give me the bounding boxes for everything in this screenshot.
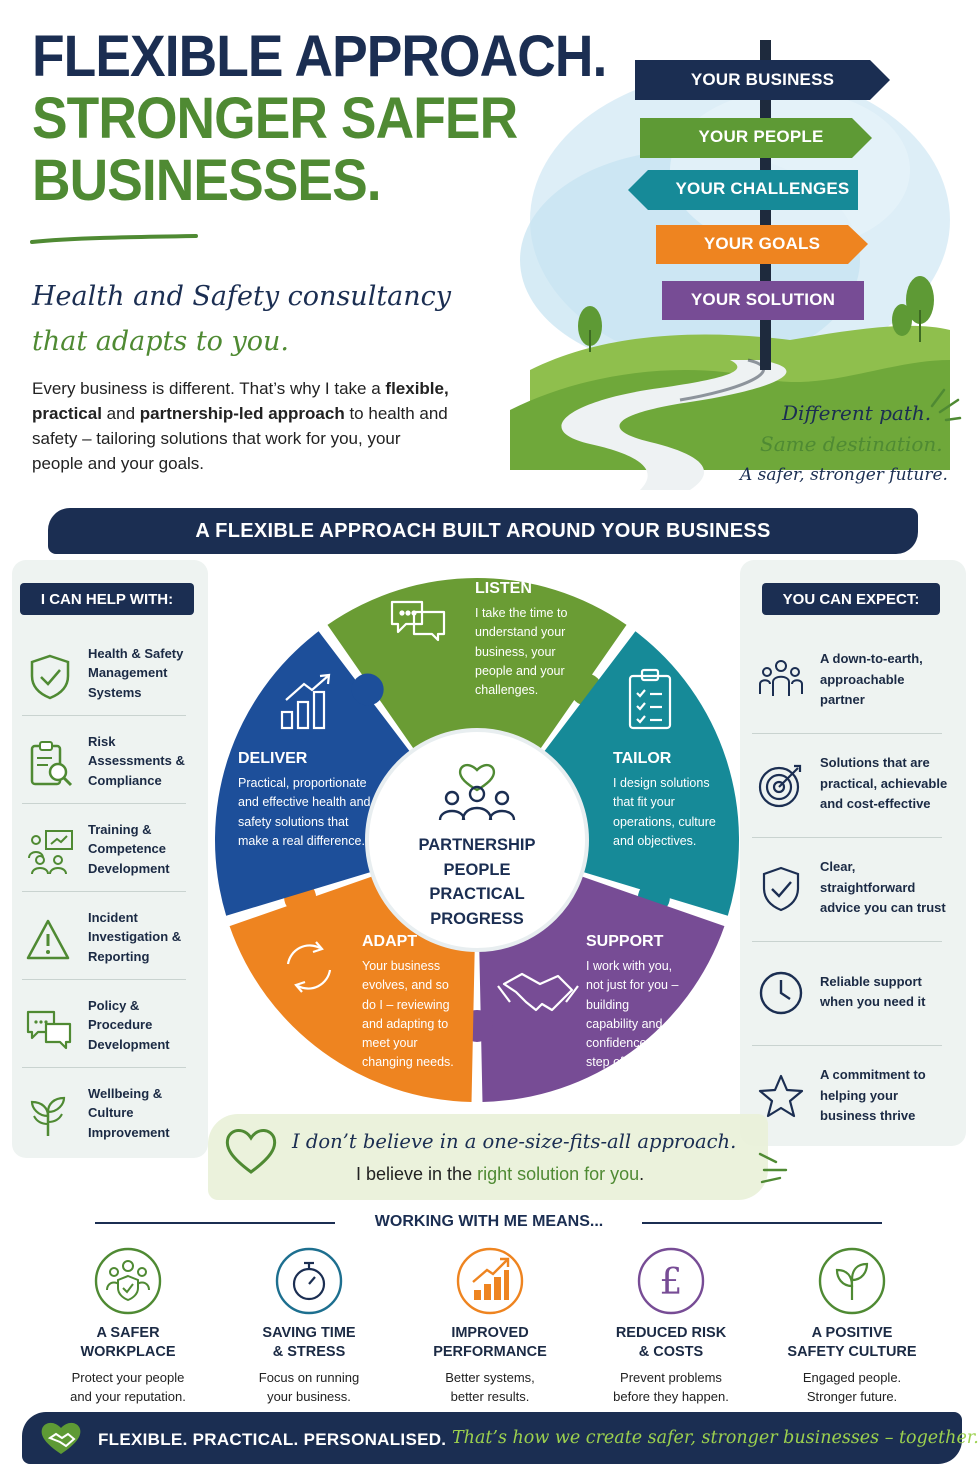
center-line-4: PROGRESS — [430, 909, 524, 928]
help-item-training — [22, 806, 186, 892]
help-heading: I CAN HELP WITH: — [20, 583, 194, 615]
benefit-safer-workplace — [38, 1324, 218, 1406]
belief-line-1: I don’t believe in a one-size-fits-all approach. — [292, 1130, 737, 1153]
sign-your-challenges: YOUR CHALLENGES — [675, 179, 850, 198]
benefit-desc: Stronger future. — [806, 1389, 898, 1404]
segment-deliver-text: Practical, proportionate and effective health and safety solutions that make a real difference. — [238, 776, 371, 848]
clock-icon — [756, 968, 806, 1018]
divider-right — [642, 1222, 882, 1224]
intro-text-1: Every business is different. That’s why I take a — [32, 379, 386, 398]
benefit-desc: Prevent problems — [620, 1370, 722, 1385]
tagline-line-2: that adapts to you. — [32, 326, 289, 357]
expect-item-label: Reliable support when you need it — [820, 973, 926, 1009]
intro-bold-1: flexible, practical — [32, 379, 449, 423]
footer-script: That’s how we create safer, stronger businesses – together. — [452, 1428, 979, 1448]
help-item-incident — [22, 894, 186, 980]
benefit-desc: better results. — [450, 1389, 530, 1404]
warning-triangle-icon — [24, 916, 76, 964]
sign-your-solution: YOUR SOLUTION — [690, 290, 836, 309]
belief-highlight: right solution for you — [477, 1164, 640, 1184]
help-item-label: Incident Investigation & Reporting — [88, 909, 182, 964]
rising-bars-icon — [455, 1246, 525, 1316]
expect-item-commitment — [752, 1046, 942, 1150]
center-line-2: PEOPLE — [443, 860, 511, 879]
benefit-title: IMPROVED — [451, 1325, 529, 1341]
benefit-title: A POSITIVE — [811, 1325, 893, 1341]
intro-bold-2: partnership-led approach — [139, 404, 345, 423]
accent-strokes — [924, 384, 964, 424]
help-item-label: Risk Assessments & Compliance — [88, 733, 185, 788]
heart-handshake-icon — [38, 1418, 84, 1458]
target-icon — [756, 760, 806, 810]
help-item-label: Wellbeing & Culture Improvement — [88, 1085, 170, 1140]
expect-item-label: A down-to-earth, approachable partner — [820, 651, 923, 708]
expect-item-label: A commitment to helping your business thrive — [820, 1067, 926, 1124]
segment-listen-title: LISTEN — [475, 580, 532, 597]
sign-your-goals: YOUR GOALS — [703, 234, 821, 253]
wheel-center-text — [397, 833, 557, 931]
training-icon — [24, 828, 76, 876]
clipboard-search-icon — [24, 740, 76, 788]
belief-period: . — [639, 1164, 645, 1184]
intro-text-2: and — [101, 404, 140, 423]
shield-check-icon — [756, 864, 806, 914]
help-item-policy — [22, 982, 186, 1068]
wheel-knob-deliver — [352, 674, 384, 706]
help-item-risk-assessments — [22, 718, 186, 804]
intro-paragraph — [32, 376, 452, 476]
benefit-desc: Engaged people. — [802, 1370, 902, 1385]
pound-icon — [636, 1246, 706, 1316]
belief-banner — [208, 1114, 768, 1200]
expect-item-partner — [752, 630, 942, 734]
title-underline — [30, 232, 200, 248]
help-item-label: Training & Competence Development — [88, 821, 170, 876]
expect-item-advice — [752, 838, 946, 942]
title-line-3: BUSINESSES. — [32, 148, 381, 213]
footer-label: FLEXIBLE. PRACTICAL. PERSONALISED. — [98, 1430, 447, 1449]
accent-strokes — [754, 1150, 798, 1186]
leaf-icon — [817, 1246, 887, 1316]
quote-line-2: Same destination. — [760, 432, 943, 456]
benefit-improved-performance — [400, 1324, 580, 1406]
benefit-title: A SAFER — [96, 1325, 160, 1341]
benefit-desc: and your reputation. — [70, 1389, 186, 1404]
title-line-2: STRONGER SAFER — [32, 86, 518, 151]
title-line-1: FLEXIBLE APPROACH. — [32, 24, 607, 89]
benefit-desc: Protect your people — [71, 1370, 185, 1385]
help-item-label: Health & Safety Management Systems — [88, 645, 184, 700]
benefit-title: PERFORMANCE — [433, 1344, 547, 1360]
working-heading: WORKING WITH ME MEANS... — [374, 1213, 604, 1230]
speech-bubbles-icon — [24, 1004, 76, 1052]
benefit-desc: your business. — [267, 1389, 351, 1404]
svg-text:£: £ — [659, 1262, 683, 1303]
benefit-reduced-risk — [581, 1324, 761, 1406]
divider-left — [95, 1222, 335, 1224]
quote-line-1: Different path. — [782, 401, 932, 425]
expect-item-label: Clear, straightforward advice you can trust — [820, 859, 946, 916]
section-banner-text: A FLEXIBLE APPROACH BUILT AROUND YOUR BUSINESS — [195, 519, 771, 542]
safe-workplace-icon — [93, 1246, 163, 1316]
quote-line-3: A safer, stronger future. — [740, 465, 948, 485]
intro-text-3: to health and safety – tailoring solutions that work for you, your people and your goals. — [32, 404, 448, 473]
belief-text: I believe in the — [356, 1164, 478, 1184]
benefit-title: & STRESS — [272, 1344, 346, 1360]
tagline-line-1: Health and Safety consultancy — [32, 281, 452, 312]
expect-heading: YOU CAN EXPECT: — [762, 583, 940, 615]
belief-line-2 — [356, 1164, 644, 1185]
expect-item-solutions — [752, 734, 948, 838]
benefit-saving-time — [219, 1324, 399, 1406]
segment-tailor-title: TAILOR — [613, 750, 672, 767]
benefit-title: SAVING TIME — [262, 1325, 356, 1341]
help-item-label: Policy & Procedure Development — [88, 997, 170, 1052]
benefit-title: & COSTS — [638, 1344, 704, 1360]
help-item-hs-management — [22, 630, 186, 716]
segment-listen-text: I take the time to understand your business, your people and your challenges. — [475, 606, 568, 698]
sign-your-business: YOUR BUSINESS — [690, 70, 835, 89]
benefit-desc: Better systems, — [445, 1370, 535, 1385]
heart-outline-icon — [222, 1124, 280, 1176]
help-item-wellbeing — [22, 1070, 186, 1156]
segment-tailor-text: I design solutions that fit your operations, culture and objectives. — [613, 776, 716, 848]
people-icon — [756, 656, 806, 706]
signpost-illustration — [490, 30, 960, 500]
sprout-icon — [24, 1092, 76, 1140]
benefit-positive-culture — [762, 1324, 942, 1406]
benefit-desc: Focus on running — [258, 1370, 360, 1385]
segment-deliver-title: DELIVER — [238, 750, 308, 767]
segment-support-text: I work with you, not just for you – building capability and confidence every step of the way. — [586, 959, 681, 1070]
expect-item-label: Solutions that are practical, achievable and cost-effective — [820, 755, 948, 812]
section-banner — [48, 508, 918, 554]
center-line-3: PRACTICAL — [429, 885, 525, 903]
segment-support-title: SUPPORT — [586, 933, 664, 950]
benefit-title: WORKPLACE — [80, 1344, 176, 1360]
expect-item-support — [752, 942, 942, 1046]
benefit-title: REDUCED RISK — [615, 1325, 727, 1341]
segment-adapt-title: ADAPT — [362, 933, 418, 950]
segment-adapt-text: Your business evolves, and so do I – reviewing and adapting to meet your changing needs. — [362, 959, 454, 1070]
benefit-desc: before they happen. — [613, 1389, 729, 1404]
sign-your-people: YOUR PEOPLE — [698, 127, 824, 146]
center-line-1: PARTNERSHIP — [418, 836, 536, 854]
star-icon — [756, 1072, 806, 1122]
benefit-title: SAFETY CULTURE — [787, 1344, 917, 1360]
shield-check-icon — [24, 652, 76, 700]
stopwatch-icon — [274, 1246, 344, 1316]
